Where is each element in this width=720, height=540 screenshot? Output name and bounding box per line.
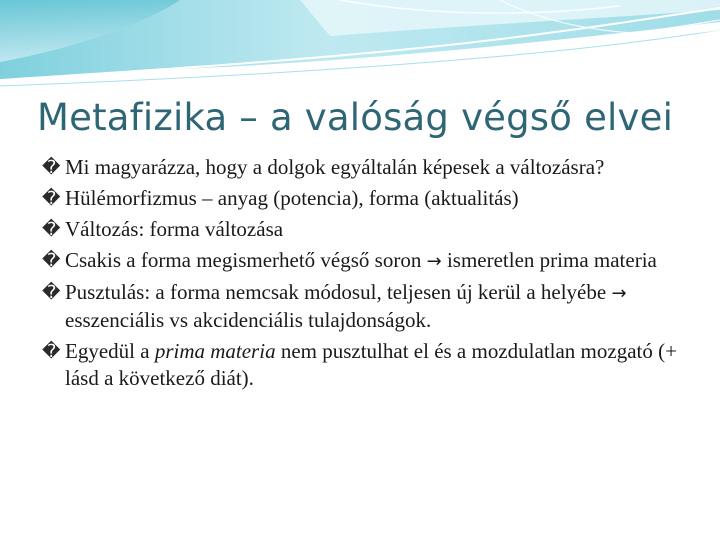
bullet-text: Hülémorfizmus – anyag (potencia), forma (aktualitás) xyxy=(65,186,519,210)
bullet-item xyxy=(42,279,682,334)
bullet-text-after: nem pusztulhat el és a mozdulatlan mozgató (+ lásd a következő diát). xyxy=(65,339,677,390)
bullet-text-before: Egyedül a xyxy=(65,339,155,363)
bullet-text: Változás: forma változása xyxy=(65,217,284,241)
bullet-text-before: Pusztulás: a forma nemcsak módosul, teljesen új kerül a helyébe xyxy=(65,280,612,304)
header-wave-decoration xyxy=(0,0,720,90)
bullet-icon: � xyxy=(42,341,61,362)
bullet-icon: � xyxy=(42,282,61,303)
slide-title: Metafizika – a valóság végső elvei xyxy=(37,96,674,139)
bullet-item xyxy=(42,247,682,275)
bullet-text-after: ismeretlen prima materia xyxy=(441,248,657,272)
bullet-item xyxy=(42,154,682,181)
bullet-text-italic: prima materia xyxy=(154,339,276,363)
bullet-icon: � xyxy=(42,250,61,271)
bullet-text-before: Csakis a forma megismerhető végső soron xyxy=(65,248,427,272)
bullet-text: Mi magyarázza, hogy a dolgok egyáltalán képesek a változásra? xyxy=(65,155,605,179)
bullet-list xyxy=(42,154,682,396)
arrow-right-icon: → xyxy=(426,251,442,272)
bullet-item xyxy=(42,185,682,212)
bullet-item xyxy=(42,216,682,243)
bullet-icon: � xyxy=(42,157,61,178)
bullet-icon: � xyxy=(42,219,61,240)
arrow-right-icon: → xyxy=(611,283,627,304)
bullet-text-after: esszenciális vs akcidenciális tulajdonságok. xyxy=(65,308,432,332)
bullet-item xyxy=(42,338,682,392)
bullet-icon: � xyxy=(42,188,61,209)
